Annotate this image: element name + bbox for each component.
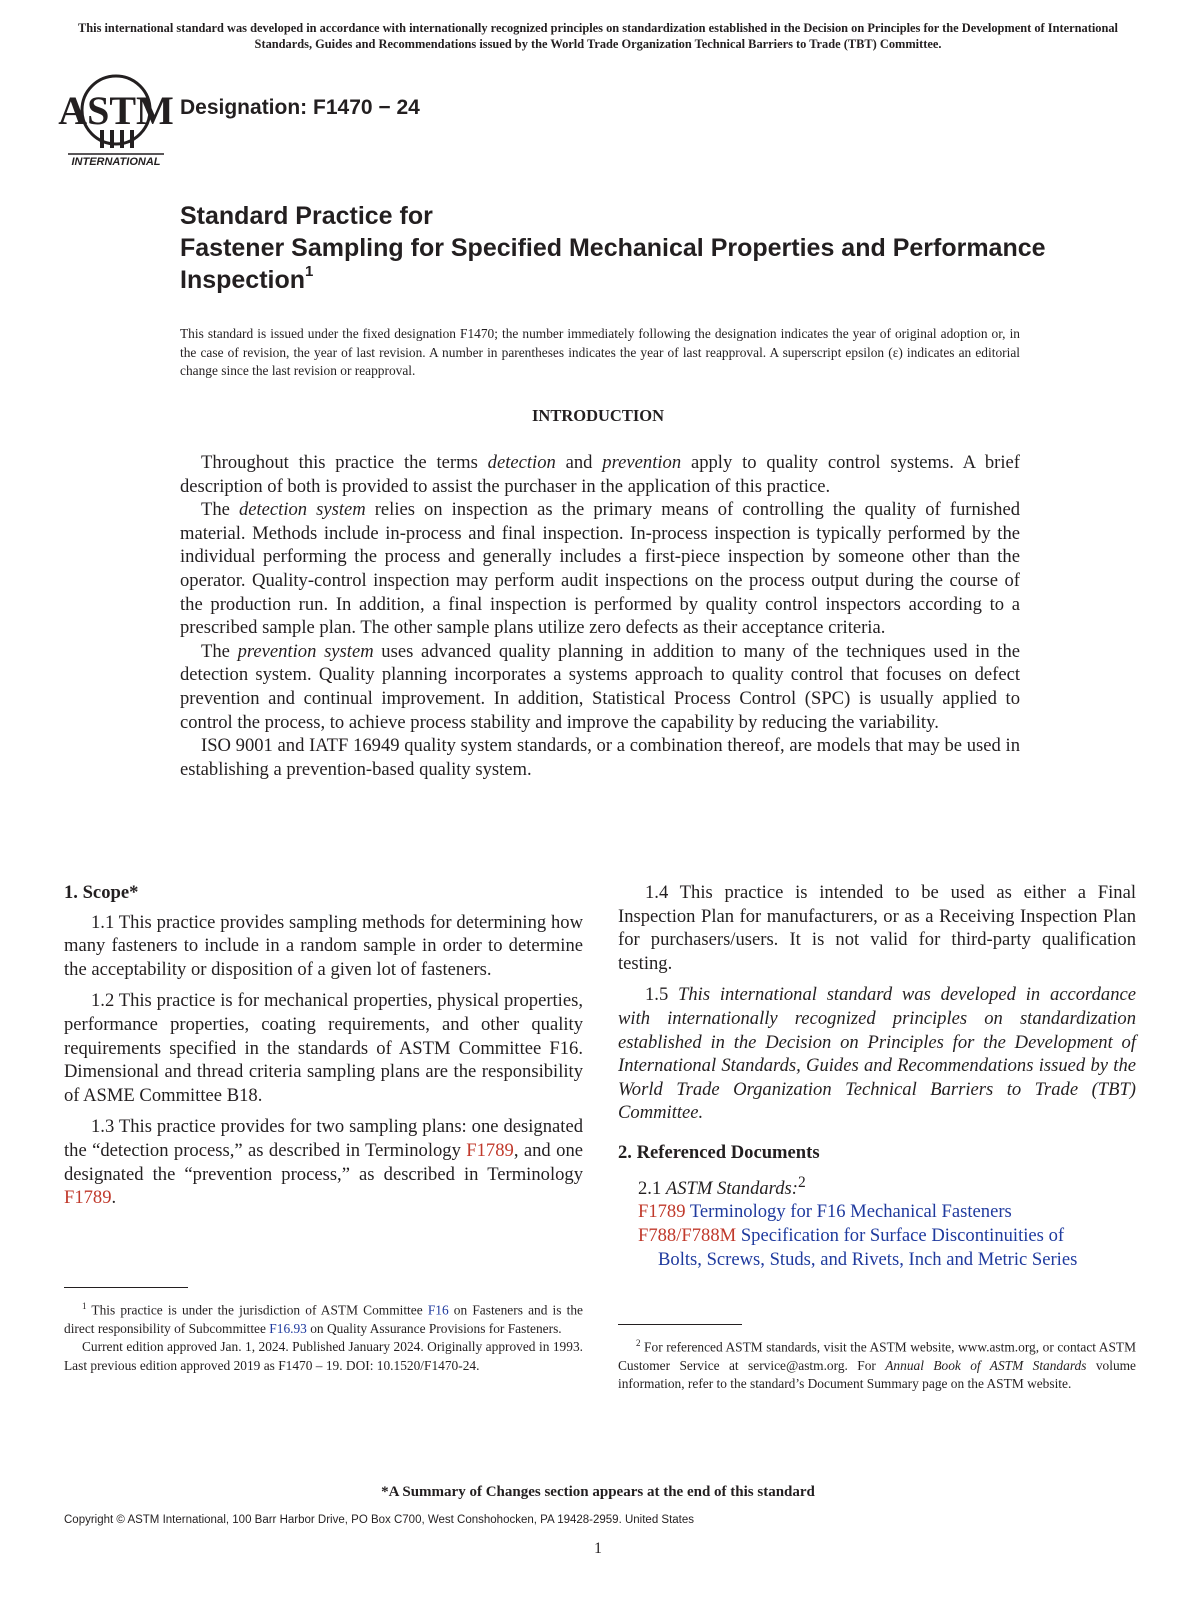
wto-notice: This international standard was developed in accordance with internationally recognized principles on standardization established in the Decision on Principles for the Development of International Standards, Guides and Recommendations issued by the World Trade Organization Technical Barriers to Trade (TBT) Committee.	[77, 21, 1119, 51]
section-heading-referenced-documents: 2. Referenced Documents	[618, 1141, 820, 1163]
document-title	[180, 200, 1060, 296]
link-f16-93[interactable]: F16.93	[269, 1320, 307, 1336]
issue-note: This standard is issued under the fixed designation F1470; the number immediately following the designation indicates the year of original adoption or, in the case of revision, the year of last revision. A number in parentheses indicates the year of last reapproval. A superscript epsilon (ε) indicates an editorial change since the last revision or reapproval.	[180, 326, 1020, 378]
link-f16[interactable]: F16	[427, 1302, 449, 1318]
left-column	[64, 881, 583, 1218]
summary-of-changes-note: *A Summary of Changes section appears at the end of this standard	[381, 1484, 815, 1500]
paragraph-1-3: 1.3 This practice provides for two sampling plans: one designated the “detection process,” as described in Terminology F1789, and one designated the “prevention process,” as described in Terminology F1789.	[64, 1116, 583, 1209]
link-f1789[interactable]: F1789	[466, 1139, 514, 1161]
right-column	[618, 881, 1136, 1271]
title-main: Fastener Sampling for Specified Mechanical Properties and Performance Inspection$^1$	[180, 234, 1046, 294]
paragraph-1-1: 1.1 This practice provides sampling methods for determining how many fasteners to include in a random sample in order to determine the acceptability or disposition of a given lot of fasteners.	[64, 911, 583, 980]
intro-paragraph: The prevention system uses advanced quality planning in addition to many of the techniques used in the detection system. Quality planning incorporates a systems approach to quality control that focuses on defect prevention and continual improvement. In addition, Statistical Process Control (SPC) is usually applied to control the process, to achieve process stability and improve the capability by reducing the variability.	[180, 640, 1020, 733]
reference-f1789[interactable]: F1789 Terminology for F16 Mechanical Fasteners	[638, 1201, 1012, 1223]
footnote-rule	[64, 1287, 188, 1288]
designation: Designation: F1470 − 24	[180, 96, 420, 119]
footnote-2: $^2$ For referenced ASTM standards, visit the ASTM website, www.astm.org, or contact ASTM Customer Service at service@astm.org. For Annual Book of ASTM Standards volume information, refer to the standard’s Document Summary page on the ASTM website.	[618, 1338, 1137, 1392]
page-number: 1	[594, 1540, 602, 1557]
svg-text:ASTM: ASTM	[58, 88, 174, 133]
reference-f788[interactable]: F788/F788M Specification for Surface Discontinuities of	[638, 1224, 1065, 1246]
title-footnote-mark: 1	[305, 263, 314, 280]
footnote-1: $^1$ This practice is under the jurisdiction of ASTM Committee F16 on Fasteners and is the direct responsibility of Subcommittee F16.93 on Quality Assurance Provisions for Fasteners. Current edition approved Jan. 1, 2024. Published January 2024. Originally approved in 1993. Last previous edition approved 2019 as F1470 – 19. DOI: 10.1520/F1470-24.	[64, 1301, 583, 1373]
footnote-rule	[618, 1324, 742, 1325]
intro-paragraph: ISO 9001 and IATF 16949 quality system standards, or a combination thereof, are models that may be used in establishing a prevention-based quality system.	[180, 735, 1020, 780]
paragraph-2-1: 2.1 ASTM Standards:$^2$	[638, 1173, 806, 1199]
introduction-heading: INTRODUCTION	[531, 406, 665, 425]
astm-logo-icon	[58, 68, 174, 168]
introduction-body	[180, 451, 1020, 781]
reference-f788-continued[interactable]: Bolts, Screws, Studs, and Rivets, Inch and Metric Series	[658, 1248, 1078, 1270]
intro-paragraph: Throughout this practice the terms detection and prevention apply to quality control systems. A brief description of both is provided to assist the purchaser in the application of this practice.	[180, 452, 1020, 497]
intro-paragraph: The detection system relies on inspection as the primary means of controlling the quality of furnished material. Methods include in-process and final inspection. In-process inspection is typically performed by the individual performing the process and generally includes a first-piece inspection by someone other than the operator. Quality-control inspection may perform audit inspections on the process output during the course of the production run. In addition, a final inspection is performed by quality control inspectors according to a prescribed sample plan. The other sample plans utilize zero defects as their acceptance criteria.	[180, 499, 1020, 639]
link-f1789[interactable]: F1789	[64, 1187, 112, 1209]
paragraph-1-5: 1.5 This international standard was developed in accordance with internationally recognized principles on standardization established in the Decision on Principles for the Development of International Standards, Guides and Recommendations issued by the World Trade Organization Technical Barriers to Trade (TBT) Committee.	[618, 984, 1137, 1124]
section-heading-scope: 1. Scope*	[64, 882, 139, 903]
logo-text: INTERNATIONAL	[71, 156, 161, 168]
paragraph-1-2: 1.2 This practice is for mechanical properties, physical properties, performance properties, coating requirements, and other quality requirements specified in the standards of ASTM Committee F16. Dimensional and thread criteria sampling plans are the responsibility of ASME Committee B18.	[64, 990, 583, 1106]
paragraph-1-4: 1.4 This practice is intended to be used as either a Final Inspection Plan for manufacturers, or as a Receiving Inspection Plan for purchasers/users. It is not valid for third-party qualification testing.	[618, 882, 1136, 974]
copyright: Copyright © ASTM International, 100 Barr Harbor Drive, PO Box C700, West Conshohocken, PA 19428-2959. United States	[64, 1514, 695, 1526]
title-line-1: Standard Practice for	[180, 202, 433, 230]
